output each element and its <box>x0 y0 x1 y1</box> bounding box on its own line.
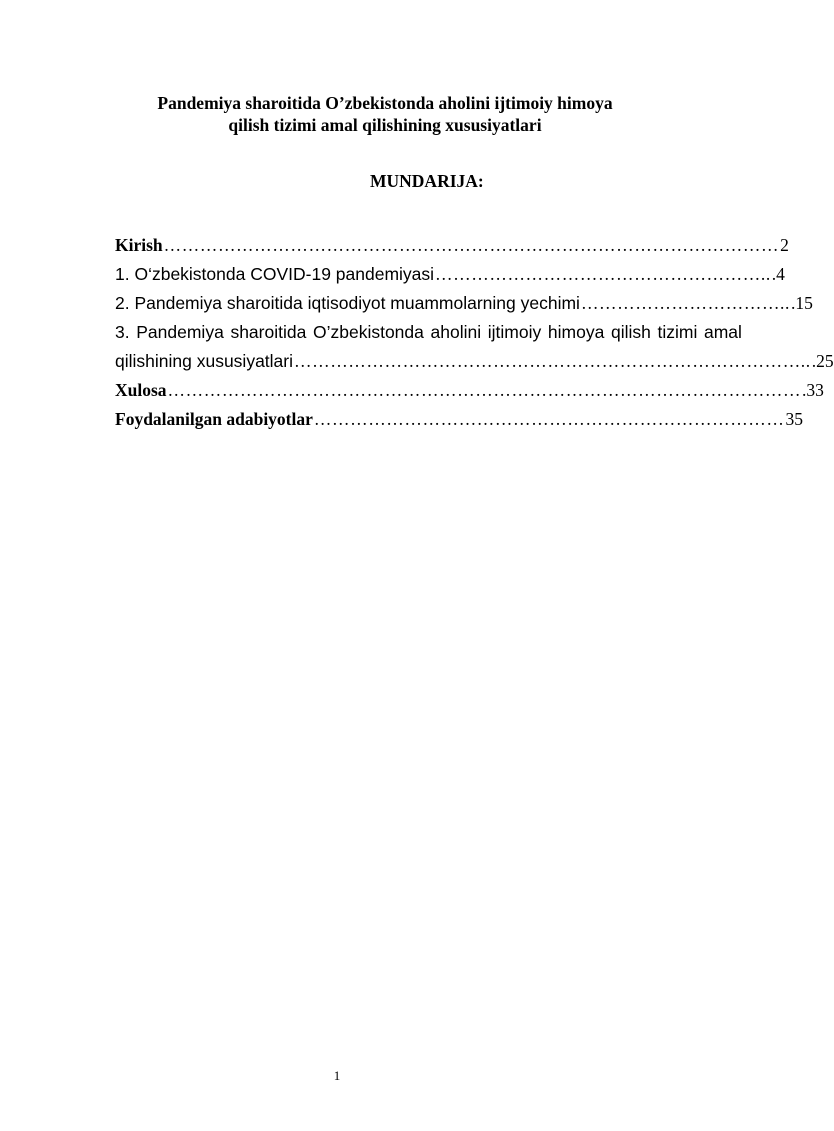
toc-entry-label: Kirish <box>115 235 163 255</box>
toc-word: qilish <box>610 322 651 342</box>
toc-word: himoya <box>547 322 605 342</box>
toc-entry-label: Xulosa <box>115 380 167 400</box>
toc-page-number: .33 <box>802 380 824 400</box>
toc-leader-dots: ………………………………………………………………………………………… <box>163 235 780 255</box>
toc-entry-2 <box>115 289 813 318</box>
table-of-contents <box>115 231 834 434</box>
toc-entry-kirish <box>115 231 789 260</box>
toc-entry-label: qilishining xususiyatlari <box>115 351 293 371</box>
toc-word: ijtimoiy <box>487 322 542 342</box>
page-number: 1 <box>333 1068 341 1083</box>
toc-leader-dots: …………………………………………………………………………………………… <box>167 380 802 400</box>
toc-word: sharoitida <box>230 322 307 342</box>
toc-word: Pandemiya <box>136 322 224 342</box>
toc-entry-3-line-2 <box>115 347 834 376</box>
toc-entry-adabiyotlar <box>115 405 803 434</box>
toc-page-number: 35 <box>785 409 803 429</box>
toc-page-number: .15 <box>791 293 813 313</box>
toc-entry-3-line-1 <box>115 318 742 347</box>
toc-word: 3. <box>115 322 130 342</box>
document-title <box>100 92 670 136</box>
toc-heading: MUNDARIJA: <box>370 171 484 191</box>
toc-word: aholini <box>430 322 482 342</box>
toc-entry-xulosa <box>115 376 824 405</box>
toc-page-number: .25 <box>811 351 834 371</box>
toc-word: O’zbekistonda <box>312 322 424 342</box>
toc-page-number: .4 <box>771 264 785 284</box>
title-line-2: qilish tizimi amal qilishining xususiyatlari <box>228 115 542 135</box>
toc-entry-1 <box>115 260 785 289</box>
toc-word: tizimi <box>657 322 698 342</box>
toc-leader-dots: …………………………….. <box>580 293 791 313</box>
toc-entry-label: 2. Pandemiya sharoitida iqtisodiyot muammolarning yechimi <box>115 293 580 313</box>
toc-leader-dots: …………………………………………………………………… <box>313 409 785 429</box>
title-line-1: Pandemiya sharoitida O’zbekistonda aholini ijtimoiy himoya <box>157 93 613 113</box>
toc-leader-dots: ………………………………………………………………………….. <box>294 351 811 371</box>
toc-leader-dots: ……………………………………………….. <box>435 264 771 284</box>
toc-page-number: 2 <box>780 235 789 255</box>
toc-word: amal <box>704 322 742 342</box>
toc-entry-label: Foydalanilgan adabiyotlar <box>115 409 313 429</box>
toc-entry-label: 1. O‘zbekistonda COVID-19 pandemiyasi <box>115 264 435 284</box>
